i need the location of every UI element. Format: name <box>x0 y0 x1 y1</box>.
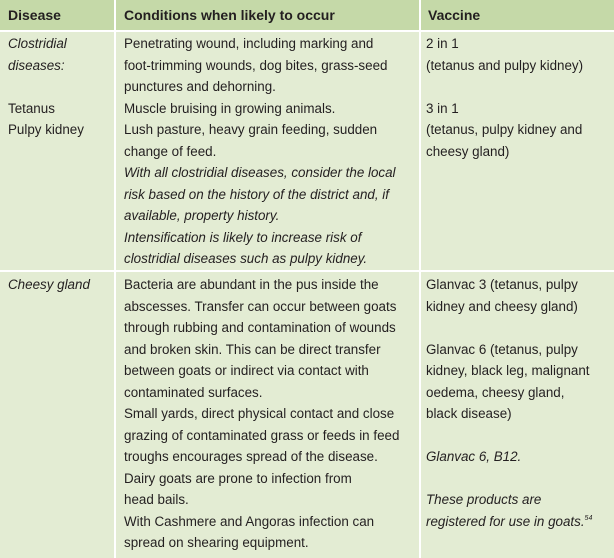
condition-line: punctures and dehorning. <box>124 79 276 94</box>
vaccine-line: kidney and cheesy gland) <box>426 298 578 314</box>
note-line: available, property history. <box>124 208 280 223</box>
header-disease: Disease <box>8 7 61 23</box>
vaccine-line: (tetanus and pulpy kidney) <box>426 57 584 73</box>
vaccine-line: 3 in 1 <box>426 100 459 116</box>
spacer <box>426 468 592 490</box>
row-divider <box>0 270 614 272</box>
row1-disease-cell <box>8 33 84 141</box>
vaccine-line: black disease) <box>426 406 512 421</box>
vaccine-line: Glanvac 3 (tetanus, pulpy <box>426 277 578 292</box>
disease-name: Pulpy kidney <box>8 122 84 137</box>
vaccine-note <box>426 511 592 533</box>
condition-line: and broken skin. This can be direct transfer <box>124 341 381 357</box>
vaccine-line: cheesy gland) <box>426 143 510 159</box>
condition-line: grazing of contaminated grass or feeds in feed <box>124 427 400 443</box>
condition-line: through rubbing and contamination of wounds <box>124 320 396 335</box>
spacer <box>426 425 592 447</box>
column-divider <box>419 0 421 558</box>
disease-name: diseases: <box>8 57 65 73</box>
row2-disease-cell <box>8 274 90 296</box>
vaccine-note-text: registered for use in goats. <box>426 513 585 529</box>
condition-line: troughs encourages spread of the disease. <box>124 449 378 464</box>
condition-line: between goats or indirect via contact with <box>124 363 369 378</box>
condition-line: head bails. <box>124 492 189 507</box>
row1-conditions-cell <box>124 33 396 270</box>
condition-line: Lush pasture, heavy grain feeding, sudden <box>124 122 378 137</box>
column-divider <box>114 0 116 558</box>
vaccine-note: Glanvac 6, B12. <box>426 449 522 464</box>
spacer <box>8 76 84 98</box>
note-line: clostridial diseases such as pulpy kidney. <box>124 251 368 266</box>
spacer <box>426 76 583 98</box>
header-vaccine: Vaccine <box>428 7 481 23</box>
condition-line: change of feed. <box>124 143 217 159</box>
disease-name: Tetanus <box>8 100 55 116</box>
row2-conditions-cell <box>124 274 399 554</box>
condition-line: Penetrating wound, including marking and <box>124 36 374 51</box>
condition-line: Small yards, direct physical contact and close <box>124 406 395 421</box>
note-line: Intensification is likely to increase risk of <box>124 229 362 245</box>
vaccine-note: These products are <box>426 492 542 507</box>
row-divider <box>0 30 614 32</box>
condition-line: Dairy goats are prone to infection from <box>124 470 352 486</box>
vaccine-line: kidney, black leg, malignant <box>426 363 590 378</box>
spacer <box>426 317 592 339</box>
note-line: risk based on the history of the district and, if <box>124 186 389 202</box>
vaccine-line: 2 in 1 <box>426 36 459 51</box>
disease-name: Clostridial <box>8 36 67 51</box>
condition-line: Muscle bruising in growing animals. <box>124 100 336 116</box>
row2-vaccine-cell <box>426 274 592 532</box>
vaccine-line: oedema, cheesy gland, <box>426 384 565 400</box>
row1-vaccine-cell <box>426 33 583 162</box>
condition-line: contaminated surfaces. <box>124 384 263 400</box>
disease-name: Cheesy gland <box>8 277 90 292</box>
note-line: With all clostridial diseases, consider the local <box>124 165 396 180</box>
footnote-ref: 54 <box>584 514 593 522</box>
condition-line: foot-trimming wounds, dog bites, grass-seed <box>124 57 388 73</box>
vaccine-line: (tetanus, pulpy kidney and <box>426 122 583 137</box>
condition-line: abscesses. Transfer can occur between goats <box>124 298 397 314</box>
condition-line: With Cashmere and Angoras infection can <box>124 513 375 529</box>
header-conditions: Conditions when likely to occur <box>124 7 335 23</box>
vaccine-line: Glanvac 6 (tetanus, pulpy <box>426 341 578 357</box>
condition-line: Bacteria are abundant in the pus inside the <box>124 277 379 292</box>
condition-line: spread on shearing equipment. <box>124 535 309 550</box>
